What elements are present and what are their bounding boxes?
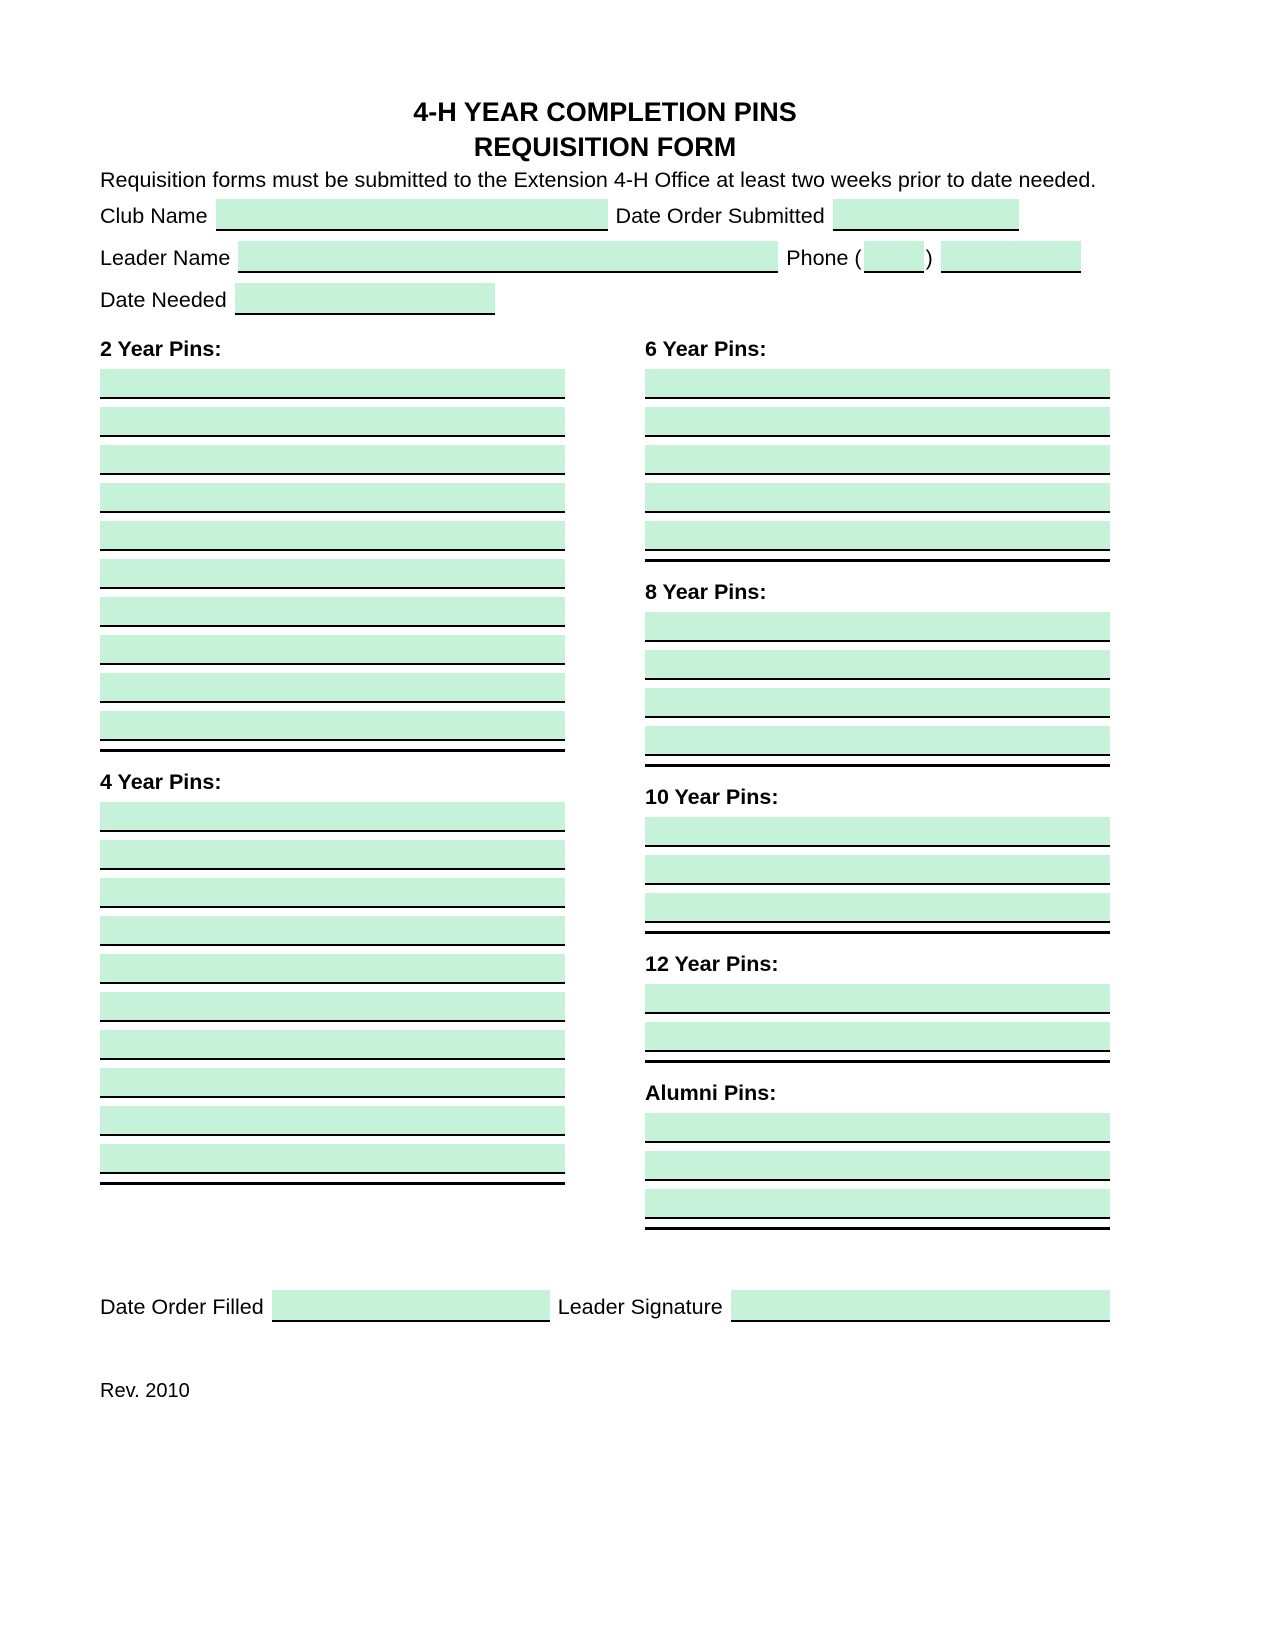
intro-text: Requisition forms must be submitted to the Extension 4-H Office at least two weeks prior to date needed. bbox=[100, 168, 1097, 192]
pin-entry-line[interactable] bbox=[645, 1113, 1110, 1143]
pin-entry-line[interactable] bbox=[645, 483, 1110, 513]
club-name-field[interactable] bbox=[216, 199, 608, 231]
pin-entry-line[interactable] bbox=[645, 984, 1110, 1014]
pin-entry-line[interactable] bbox=[100, 483, 565, 513]
pin-entry-line[interactable] bbox=[100, 1106, 565, 1136]
club-name-row bbox=[100, 195, 1110, 231]
phone-number-field[interactable] bbox=[941, 241, 1081, 273]
pin-entry-line[interactable] bbox=[645, 893, 1110, 923]
pin-entry-line[interactable] bbox=[100, 369, 565, 399]
pin-section-heading-4-year: 4 Year Pins: bbox=[100, 770, 222, 794]
pin-section-heading-8-year: 8 Year Pins: bbox=[645, 580, 767, 604]
pin-entry-line[interactable] bbox=[100, 1144, 565, 1174]
form-subtitle: REQUISITION FORM bbox=[473, 132, 737, 162]
pin-entry-line[interactable] bbox=[645, 1022, 1110, 1052]
pin-entry-line[interactable] bbox=[645, 1189, 1110, 1219]
leader-name-field[interactable] bbox=[238, 241, 778, 273]
pin-sections bbox=[100, 337, 1110, 1230]
date-order-filled-label: Date Order Filled bbox=[100, 1295, 264, 1319]
leader-signature-label: Leader Signature bbox=[557, 1295, 723, 1319]
section-closing-line bbox=[645, 1227, 1110, 1230]
pin-entry-line[interactable] bbox=[645, 612, 1110, 642]
pin-entry-line[interactable] bbox=[100, 992, 565, 1022]
date-order-filled-field[interactable] bbox=[272, 1290, 550, 1322]
revision-note: Rev. 2010 bbox=[100, 1380, 190, 1402]
date-order-submitted-label: Date Order Submitted bbox=[615, 204, 825, 228]
pin-entry-line[interactable] bbox=[100, 1068, 565, 1098]
pin-entry-line[interactable] bbox=[645, 369, 1110, 399]
pin-entry-line[interactable] bbox=[645, 650, 1110, 680]
pin-entry-line[interactable] bbox=[645, 688, 1110, 718]
form-content bbox=[100, 0, 1110, 1403]
pin-entry-line[interactable] bbox=[645, 855, 1110, 885]
pin-entry-line[interactable] bbox=[100, 673, 565, 703]
pin-entry-line[interactable] bbox=[100, 878, 565, 908]
pin-section-heading-2-year: 2 Year Pins: bbox=[100, 337, 222, 361]
date-needed-field[interactable] bbox=[235, 283, 495, 315]
phone-label-close: ) bbox=[925, 246, 933, 270]
date-order-submitted-field[interactable] bbox=[833, 199, 1019, 231]
pin-entry-line[interactable] bbox=[645, 521, 1110, 551]
leader-signature-field[interactable] bbox=[731, 1290, 1110, 1322]
pin-entry-line[interactable] bbox=[100, 635, 565, 665]
pin-section-2-year bbox=[100, 337, 565, 752]
pin-entry-line[interactable] bbox=[645, 1151, 1110, 1181]
section-closing-line bbox=[645, 559, 1110, 562]
club-name-label: Club Name bbox=[100, 204, 208, 228]
pin-section-heading-10-year: 10 Year Pins: bbox=[645, 785, 779, 809]
pin-entry-line[interactable] bbox=[100, 521, 565, 551]
pin-section-alumni bbox=[645, 1081, 1110, 1230]
pin-entry-line[interactable] bbox=[100, 840, 565, 870]
pin-entry-line[interactable] bbox=[100, 1030, 565, 1060]
section-closing-line bbox=[645, 1060, 1110, 1063]
pin-entry-line[interactable] bbox=[100, 597, 565, 627]
pin-entry-line[interactable] bbox=[100, 711, 565, 741]
pin-section-10-year bbox=[645, 785, 1110, 934]
pin-section-6-year bbox=[645, 337, 1110, 562]
pins-column-right bbox=[645, 337, 1110, 1230]
pin-section-4-year bbox=[100, 770, 565, 1185]
section-closing-line bbox=[100, 1182, 565, 1185]
pin-section-heading-alumni: Alumni Pins: bbox=[645, 1081, 777, 1105]
section-closing-line bbox=[645, 764, 1110, 767]
section-closing-line bbox=[100, 749, 565, 752]
pin-section-8-year bbox=[645, 580, 1110, 767]
leader-name-label: Leader Name bbox=[100, 246, 231, 270]
date-needed-row bbox=[100, 279, 1110, 315]
phone-area-code-field[interactable] bbox=[864, 241, 924, 273]
pin-entry-line[interactable] bbox=[100, 954, 565, 984]
pin-entry-line[interactable] bbox=[645, 445, 1110, 475]
pin-section-heading-6-year: 6 Year Pins: bbox=[645, 337, 767, 361]
phone-label-open: Phone ( bbox=[786, 246, 862, 270]
pin-entry-line[interactable] bbox=[645, 726, 1110, 756]
pin-entry-line[interactable] bbox=[100, 802, 565, 832]
order-filled-row bbox=[100, 1286, 1110, 1322]
pin-entry-line[interactable] bbox=[645, 817, 1110, 847]
pin-entry-line[interactable] bbox=[100, 916, 565, 946]
form-title: 4-H YEAR COMPLETION PINS bbox=[413, 97, 797, 127]
pin-entry-line[interactable] bbox=[645, 407, 1110, 437]
date-needed-label: Date Needed bbox=[100, 288, 227, 312]
pin-entry-line[interactable] bbox=[100, 407, 565, 437]
pin-section-12-year bbox=[645, 952, 1110, 1063]
pin-entry-line[interactable] bbox=[100, 559, 565, 589]
pin-entry-line[interactable] bbox=[100, 445, 565, 475]
section-closing-line bbox=[645, 931, 1110, 934]
pin-section-heading-12-year: 12 Year Pins: bbox=[645, 952, 779, 976]
leader-name-row bbox=[100, 237, 1110, 273]
pins-column-left bbox=[100, 337, 565, 1230]
